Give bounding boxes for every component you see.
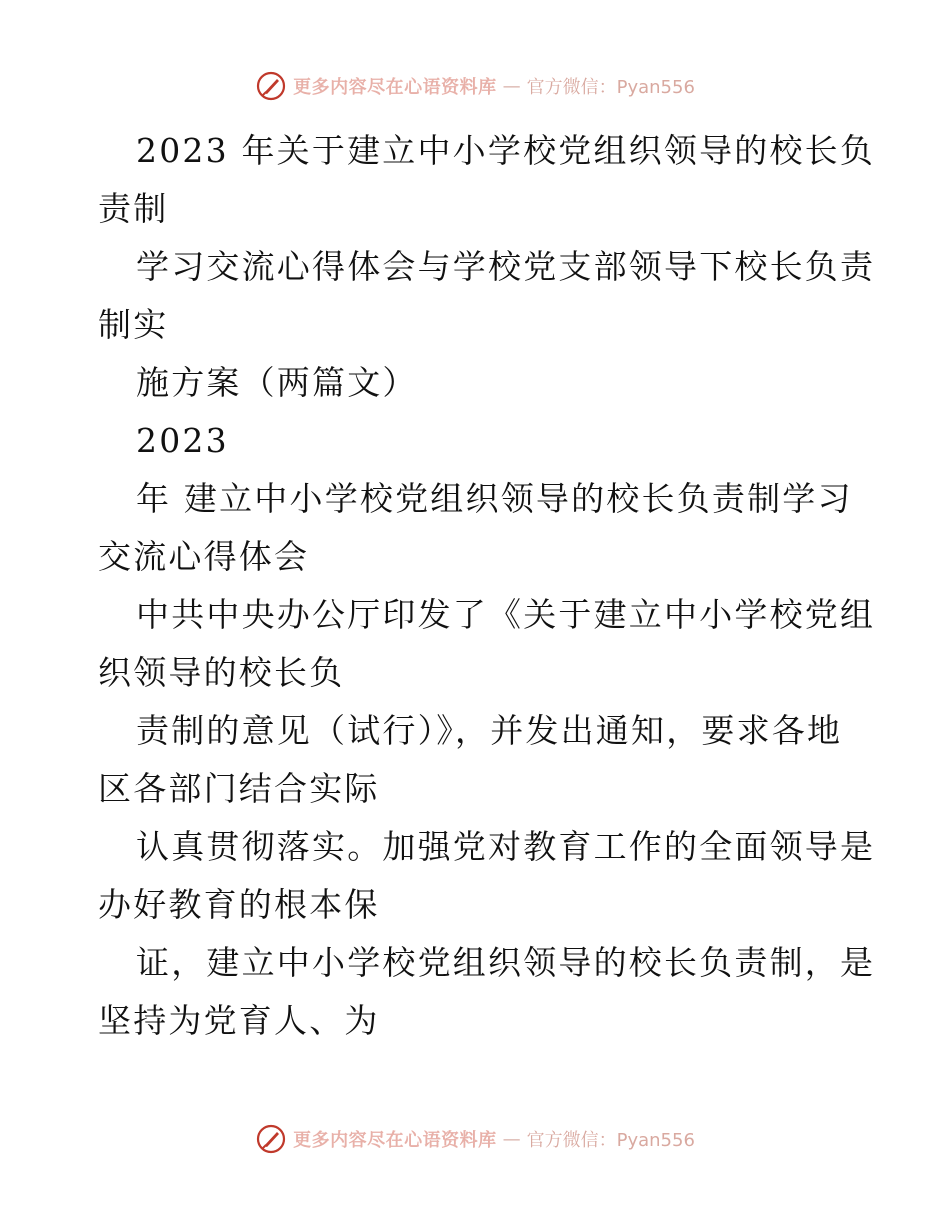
- watermark-wechat: 官方微信：Pyan556: [526, 1130, 695, 1151]
- text-line: 责制: [98, 189, 169, 228]
- header-watermark: [0, 70, 950, 102]
- watermark-dash: —: [502, 75, 521, 97]
- text-line: 2023: [136, 421, 229, 460]
- text-line: 施方案（两篇文）: [136, 363, 418, 402]
- text-line: 织领导的校长负: [98, 653, 345, 692]
- quill-pen-logo-icon: [255, 70, 287, 102]
- text-line: 中共中央办公厅印发了《关于建立中小学校党组: [136, 595, 876, 634]
- text-line: 办好教育的根本保: [98, 885, 380, 924]
- text-line: 责制的意见（试行）》，并发出通知，要求各地: [136, 711, 843, 750]
- watermark-wechat: 官方微信：Pyan556: [526, 77, 695, 98]
- text-line: 学习交流心得体会与学校党支部领导下校长负责: [136, 247, 876, 286]
- quill-pen-logo-icon: [255, 1123, 287, 1155]
- text-line: 2023 年关于建立中小学校党组织领导的校长负: [136, 131, 876, 170]
- text-line: 制实: [98, 305, 169, 344]
- watermark-text: 更多内容尽在心语资料库: [293, 1130, 497, 1151]
- text-line: 区各部门结合实际: [98, 769, 380, 808]
- text-line: 证，建立中小学校党组织领导的校长负责制，是: [136, 943, 876, 982]
- text-line: 年 建立中小学校党组织领导的校长负责制学习: [136, 479, 853, 518]
- footer-watermark: [0, 1123, 950, 1155]
- watermark-dash: —: [502, 1128, 521, 1150]
- text-line: 坚持为党育人、为: [98, 1001, 380, 1040]
- document-body: [98, 122, 876, 1050]
- watermark-text: 更多内容尽在心语资料库: [293, 77, 497, 98]
- text-line: 认真贯彻落实。加强党对教育工作的全面领导是: [136, 827, 876, 866]
- text-line: 交流心得体会: [98, 537, 310, 576]
